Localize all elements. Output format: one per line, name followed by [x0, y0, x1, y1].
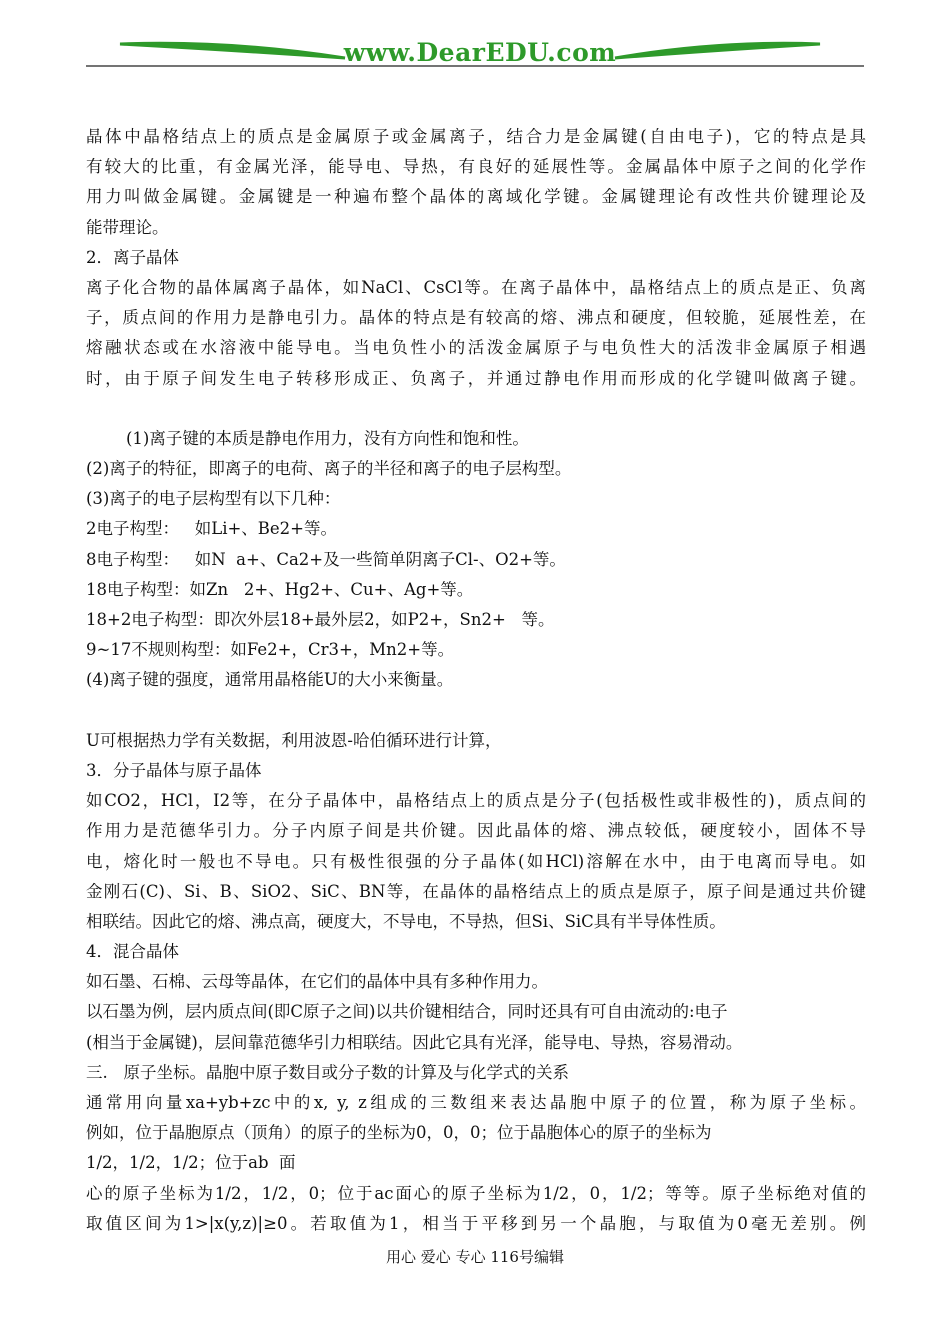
text-line: U可根据热力学有关数据，利用波恩-哈伯循环进行计算， — [86, 730, 502, 750]
text-line: 1/2，1/2，1/2；位于ab 面 — [86, 1153, 296, 1173]
text-line: 心的原子坐标为1/2，1/2，0；位于ac面心的原子坐标为1/2，0，1/2；等等。原子坐标绝对值的 — [86, 1183, 866, 1203]
text-line: 18电子构型：如Zn 2+、Hg2+、Cu+、Ag+等。 — [86, 579, 474, 599]
text-line: 如CO2，HCl，I2等，在分子晶体中，晶格结点上的质点是分子(包括极性或非极性的)，质点间的 — [86, 791, 866, 811]
text-line: (1)离子键的本质是静电作用力，没有方向性和饱和性。 — [126, 428, 529, 448]
text-line: 时，由于原子间发生电子转移形成正、负离子，并通过静电作用而形成的化学键叫做离子键。 — [86, 368, 866, 388]
text-line: 以石墨为例，层内质点间(即C原子之间)以共价键相结合，同时还具有可自由流动的:电子 — [86, 1002, 728, 1022]
text-line: (相当于金属键)，层间靠范德华引力相联结。因此它具有光泽，能导电、导热，容易滑动。 — [86, 1032, 743, 1052]
text-line: 电，熔化时一般也不导电。只有极性很强的分子晶体(如HCl)溶解在水中，由于电离而导电。如 — [86, 851, 866, 871]
text-line: 例如，位于晶胞原点（顶角）的原子的坐标为0，0，0；位于晶胞体心的原子的坐标为 — [86, 1123, 712, 1143]
blank-line — [86, 394, 866, 424]
text-line: 熔融状态或在水溶液中能导电。当电负性小的活泼金属原子与电负性大的活泼非金属原子相遇 — [86, 338, 866, 358]
text-line: 8电子构型： 如N a+、Ca2+及一些简单阴离子Cl-、O2+等。 — [86, 549, 566, 569]
text-line: 9~17不规则构型：如Fe2+，Cr3+，Mn2+等。 — [86, 640, 455, 660]
text-line: 2．离子晶体 — [86, 247, 179, 267]
blank-line — [86, 696, 866, 726]
text-line: 18+2电子构型：即次外层18+最外层2，如P2+，Sn2+ 等。 — [86, 610, 555, 629]
site-logo-text: www.DearEDU.com — [343, 38, 617, 67]
page-footer: 用心 爱心 专心 116号编辑 — [386, 1248, 564, 1266]
text-line: 通常用向量xa+yb+zc中的x, y, z组成的三数组来表达晶胞中原子的位置，称为原子坐标。 — [86, 1093, 866, 1112]
text-line: 用力叫做金属键。金属键是一种遍布整个晶体的离域化学键。金属键理论有改性共价键理论及 — [86, 187, 866, 207]
text-line: 相联结。因此它的熔、沸点高，硬度大，不导电，不导热，但Si、SiC具有半导体性质。 — [86, 911, 726, 931]
text-line: (4)离子键的强度，通常用晶格能U的大小来衡量。 — [86, 670, 454, 690]
text-line: 三. 原子坐标。晶胞中原子数目或分子数的计算及与化学式的关系 — [86, 1062, 569, 1082]
text-line: 离子化合物的晶体属离子晶体，如NaCl、CsCl等。在离子晶体中，晶格结点上的质点是正、负离 — [86, 277, 866, 297]
text-line: 2电子构型： 如Li+、Be2+等。 — [86, 519, 338, 539]
text-line: 取值区间为1>|x(y,z)|≥0。若取值为1，相当于平移到另一个晶胞，与取值为0毫无差别。例 — [86, 1213, 866, 1233]
text-line: 3．分子晶体与原子晶体 — [86, 760, 262, 780]
text-line: 如石墨、石棉、云母等晶体，在它们的晶体中具有多种作用力。 — [86, 972, 548, 992]
text-line: 子，质点间的作用力是静电引力。晶体的特点是有较高的熔、沸点和硬度，但较脆，延展性差，在 — [86, 308, 866, 328]
text-line: 作用力是范德华引力。分子内原子间是共价键。因此晶体的熔、沸点较低，硬度较小，固体不导 — [86, 821, 866, 841]
text-line: 4．混合晶体 — [86, 942, 179, 962]
text-line: (2)离子的特征，即离子的电荷、离子的半径和离子的电子层构型。 — [86, 459, 572, 479]
document-body — [86, 122, 866, 1239]
text-line: 晶体中晶格结点上的质点是金属原子或金属离子，结合力是金属键(自由电子)，它的特点是具 — [86, 127, 866, 146]
page-header — [0, 0, 950, 80]
text-line: 金刚石(C)、Si、B、SiO2、SiC、BN等，在晶体的晶格结点上的质点是原子，原子间是通过共价键 — [86, 881, 866, 901]
text-line: (3)离子的电子层构型有以下几种： — [86, 489, 341, 509]
text-line: 能带理论。 — [86, 217, 169, 237]
text-line: 有较大的比重，有金属光泽，能导电、导热，有良好的延展性等。金属晶体中原子之间的化学作 — [86, 157, 866, 177]
